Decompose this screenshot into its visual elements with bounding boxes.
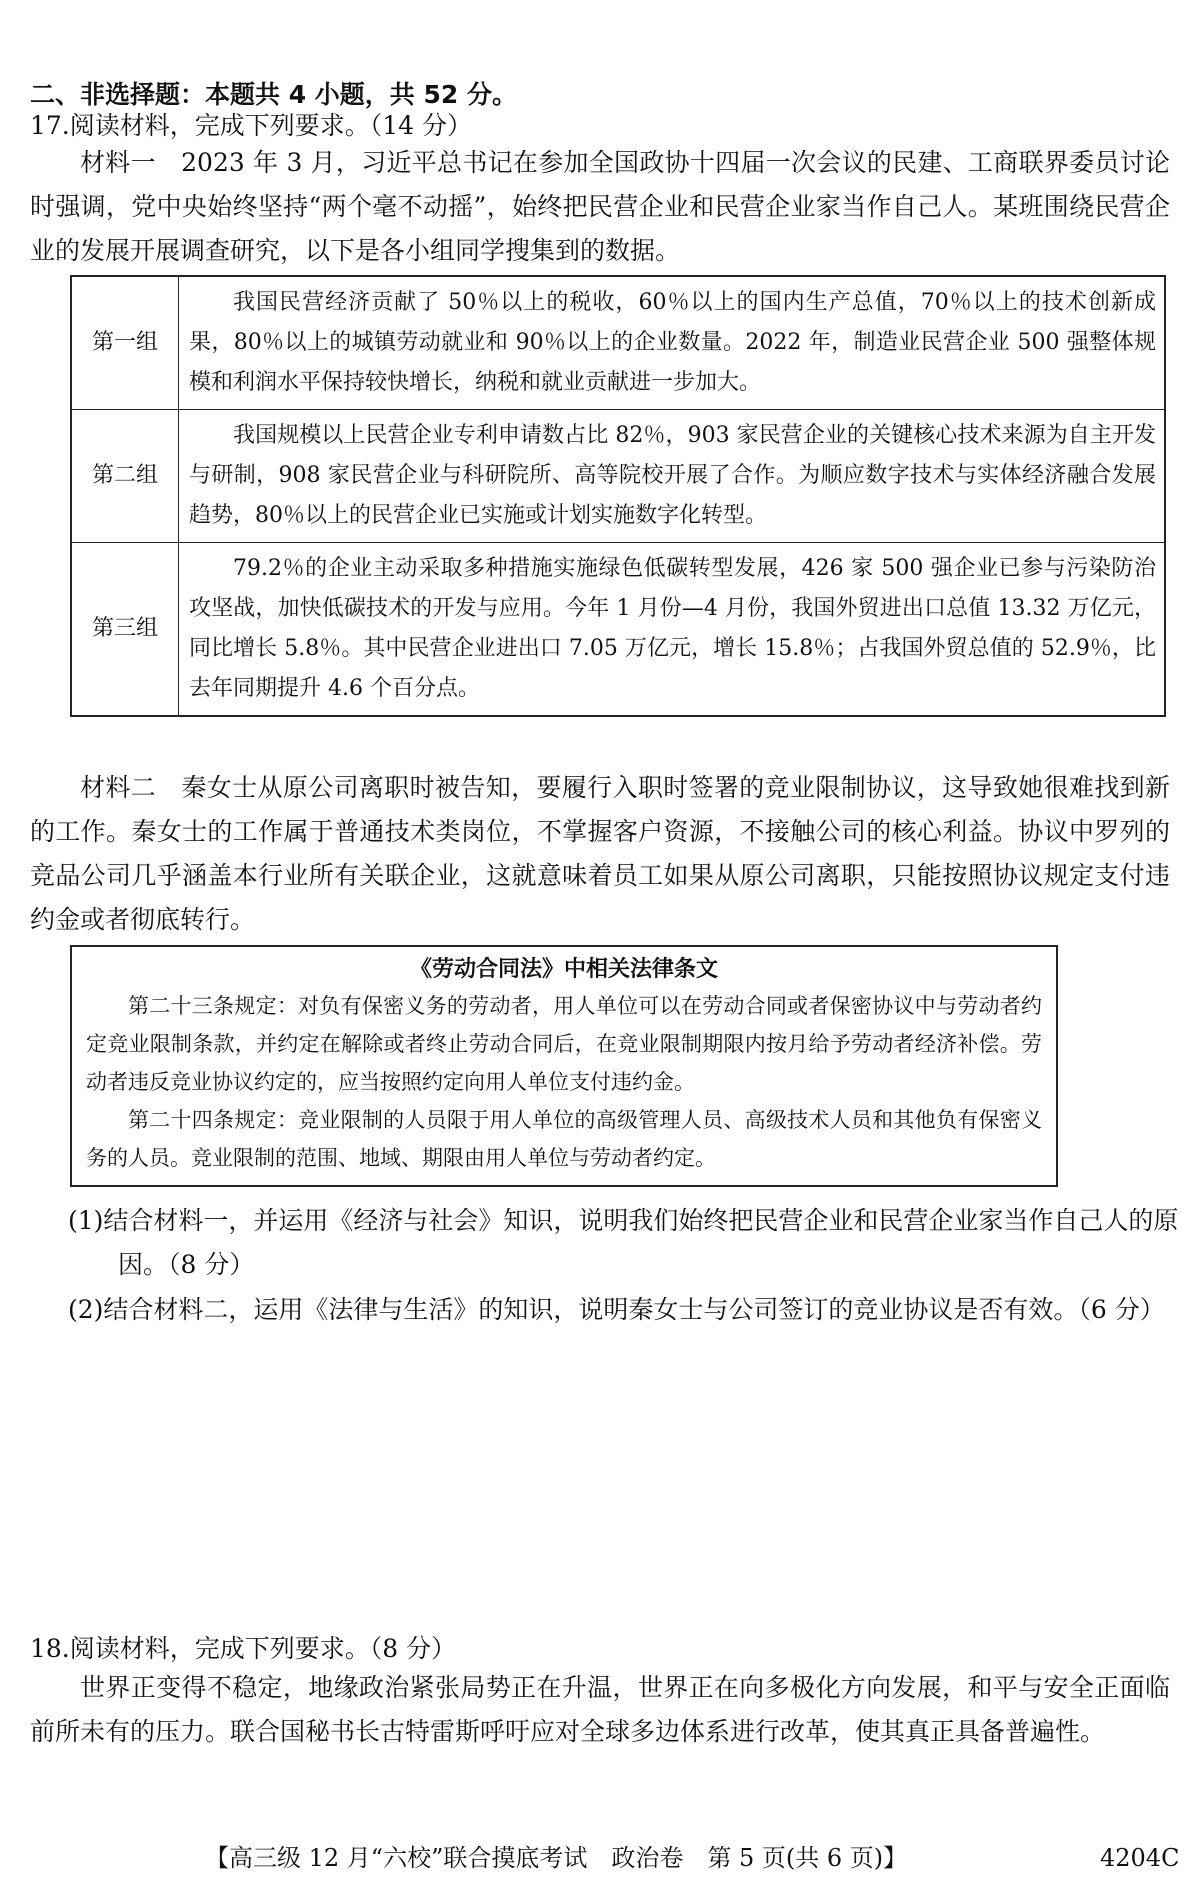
material-two-text: 材料二 秦女士从原公司离职时被告知，要履行入职时签署的竞业限制协议，这导致她很难找到新的工作。秦女士的工作属于普通技术类岗位，不掌握客户资源，不接触公司的核心利益。协议中罗列的竞品公司几乎涵盖本行业所有关联企业，这就意味着员工如果从原公司离职，只能按照协议规定支付违约金或者彻底转行。 <box>30 773 1170 934</box>
table-row <box>71 543 1165 717</box>
group-label: 第二组 <box>71 410 179 543</box>
question-17-prompt: 17.阅读材料，完成下列要求。（14 分） <box>30 111 473 140</box>
labor-law-box <box>70 945 1058 1187</box>
question-18-prompt: 18.阅读材料，完成下列要求。（8 分） <box>30 1634 457 1663</box>
group-data: 我国规模以上民营企业专利申请数占比 82％，903 家民营企业的关键核心技术来源为自主开发与研制，908 家民营企业与科研院所、高等院校开展了合作。为顺应数字技术与实体经济融合发展趋势，80％以上的民营企业已实施或计划实施数字化转型。 <box>179 410 1166 543</box>
law-box-title: 《劳动合同法》中相关法律条文 <box>409 957 718 982</box>
survey-data-table <box>70 275 1166 717</box>
section-heading: 二、非选择题：本题共 4 小题，共 52 分。 <box>30 80 518 109</box>
group-label: 第一组 <box>71 276 179 410</box>
footer-code: 4204C <box>1100 1844 1180 1872</box>
table-row <box>71 410 1165 543</box>
group-label: 第三组 <box>71 543 179 717</box>
law-article-23: 第二十三条规定：对负有保密义务的劳动者，用人单位可以在劳动合同或者保密协议中与劳动者约定竞业限制条款，并约定在解除或者终止劳动合同后，在竞业限制期限内按月给予劳动者经济补偿。劳动者违反竞业协议约定的，应当按照约定向用人单位支付违约金。 <box>86 994 1042 1094</box>
footer-exam-info: 【高三级 12 月“六校”联合摸底考试 政治卷 第 5 页(共 6 页)】 <box>205 1844 908 1872</box>
material-one-text: 材料一 2023 年 3 月，习近平总书记在参加全国政协十四届一次会议的民建、工商联界委员讨论时强调，党中央始终坚持“两个毫不动摇”，始终把民营企业和民营企业家当作自己人。某班围绕民营企业的发展开展调查研究，以下是各小组同学搜集到的数据。 <box>30 148 1170 265</box>
group-data: 我国民营经济贡献了 50％以上的税收，60％以上的国内生产总值，70％以上的技术创新成果，80％以上的城镇劳动就业和 90％以上的企业数量。2022 年，制造业民营企业 500 强整体规模和利润水平保持较快增长，纳税和就业贡献进一步加大。 <box>179 276 1166 410</box>
table-row <box>71 276 1165 410</box>
question-17-sub2: (2)结合材料二，运用《法律与生活》的知识，说明秦女士与公司签订的竞业协议是否有效。（6 分） <box>68 1295 1165 1324</box>
question-17-sub1: (1)结合材料一，并运用《经济与社会》知识，说明我们始终把民营企业和民营企业家当作自己人的原因。（8 分） <box>68 1206 1179 1279</box>
question-18-material: 世界正变得不稳定，地缘政治紧张局势正在升温，世界正在向多极化方向发展，和平与安全正面临前所未有的压力。联合国秘书长古特雷斯呼吁应对全球多边体系进行改革，使其真正具备普遍性。 <box>30 1673 1170 1746</box>
group-data: 79.2％的企业主动采取多种措施实施绿色低碳转型发展，426 家 500 强企业已参与污染防治攻坚战，加快低碳技术的开发与应用。今年 1 月份—4 月份，我国外贸进出口总值 13.32 万亿元，同比增长 5.8％。其中民营企业进出口 7.05 万亿元，增长 15.8％；占我国外贸总值的 52.9％，比去年同期提升 4.6 个百分点。 <box>179 543 1166 717</box>
law-article-24: 第二十四条规定：竞业限制的人员限于用人单位的高级管理人员、高级技术人员和其他负有保密义务的人员。竞业限制的范围、地域、期限由用人单位与劳动者约定。 <box>86 1108 1042 1170</box>
